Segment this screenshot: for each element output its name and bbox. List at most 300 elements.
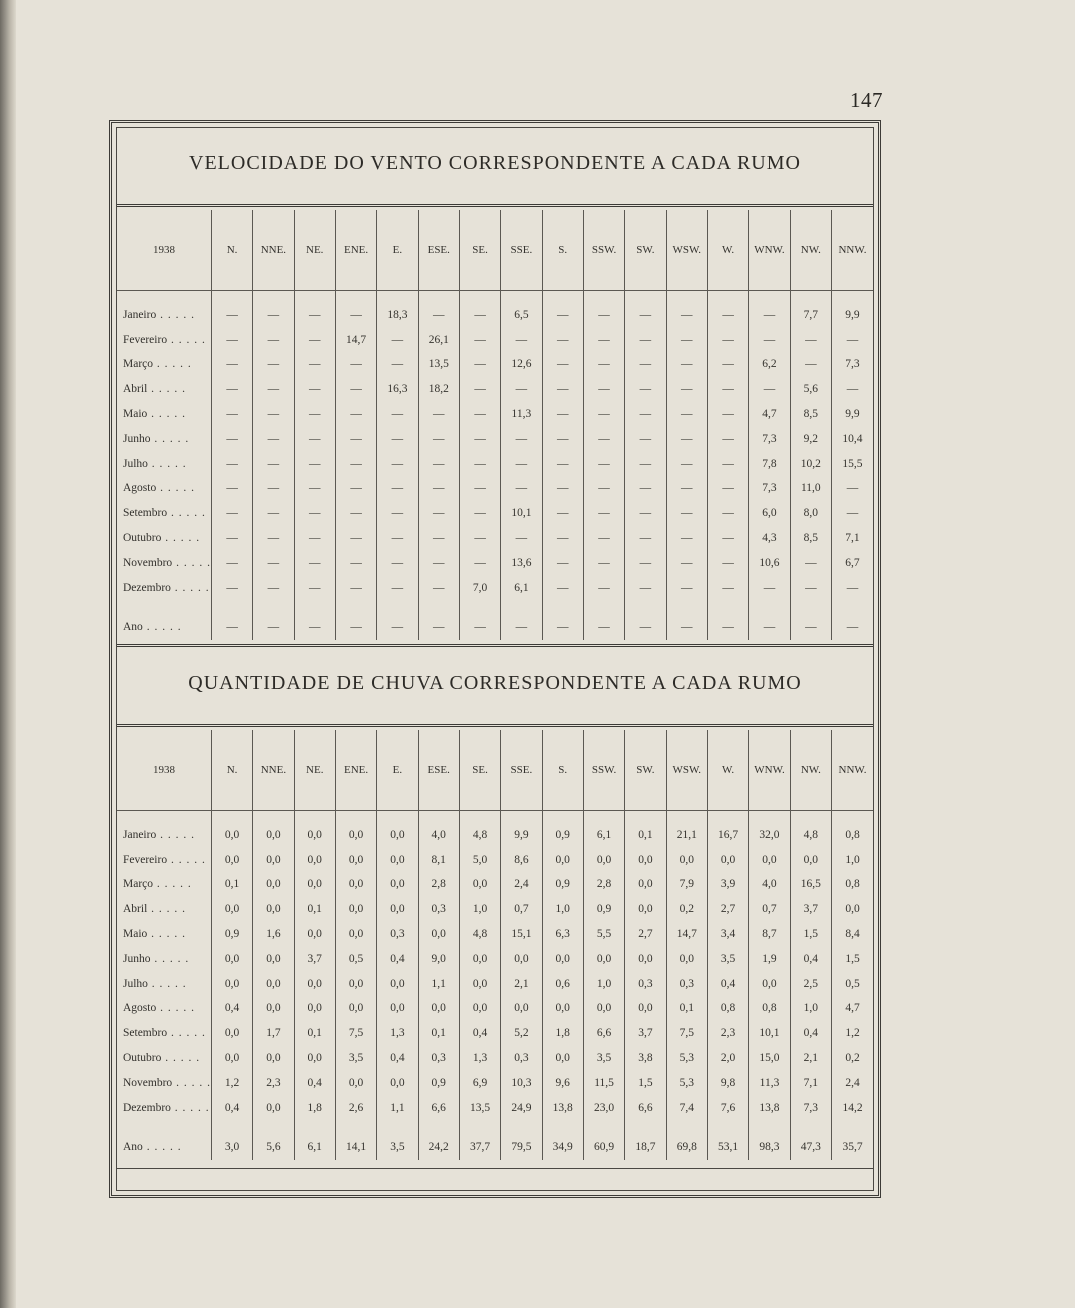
column-header: E.	[377, 210, 418, 290]
column-header: SSW.	[583, 210, 624, 290]
table-row	[117, 1095, 873, 1120]
month-cell: Novembro . . . . .	[123, 1076, 211, 1089]
value-cell: 5,3	[666, 1070, 707, 1095]
value-cell: 0,0	[211, 971, 252, 996]
value-cell: 79,5	[501, 1134, 542, 1160]
value-cell: 0,3	[418, 897, 459, 922]
value-cell: 7,3	[749, 476, 790, 501]
table-row	[117, 402, 873, 427]
value-cell: 8,7	[749, 922, 790, 947]
value-cell: 2,4	[501, 872, 542, 897]
value-cell: 0,0	[211, 1046, 252, 1071]
value-cell: 3,5	[583, 1046, 624, 1071]
column-header: ENE.	[335, 730, 376, 810]
value-cell: 0,0	[377, 872, 418, 897]
value-cell: —	[418, 426, 459, 451]
value-cell: —	[459, 377, 500, 402]
month-label: Junho	[123, 952, 151, 965]
value-cell: 7,3	[790, 1095, 831, 1120]
value-cell: 0,0	[749, 971, 790, 996]
value-cell: —	[666, 501, 707, 526]
month-label: Dezembro	[123, 1101, 171, 1114]
value-cell: 0,0	[294, 1046, 335, 1071]
table-row	[117, 872, 873, 897]
value-cell: —	[666, 476, 707, 501]
table-row	[117, 327, 873, 352]
value-cell: —	[583, 451, 624, 476]
value-cell: —	[459, 526, 500, 551]
value-cell: —	[211, 526, 252, 551]
value-cell: 7,3	[831, 352, 873, 377]
value-cell: —	[542, 426, 583, 451]
value-cell: 8,1	[418, 847, 459, 872]
value-cell: 0,0	[542, 847, 583, 872]
value-cell: 2,4	[832, 1070, 873, 1095]
month-cell: Fevereiro . . . . .	[123, 333, 206, 346]
value-cell: —	[459, 402, 500, 427]
column-header: NE.	[294, 210, 335, 290]
value-cell: 0,3	[501, 1046, 542, 1071]
value-cell: —	[418, 451, 459, 476]
value-cell: 2,6	[335, 1095, 376, 1120]
month-label: Ano	[123, 1141, 143, 1154]
value-cell: 10,1	[749, 1021, 790, 1046]
month-label: Outubro	[123, 1052, 162, 1065]
value-cell: 13,8	[542, 1095, 583, 1120]
value-cell: 9,2	[790, 426, 831, 451]
value-cell: —	[253, 352, 294, 377]
value-cell: 3,0	[211, 1134, 252, 1160]
month-cell: Junho . . . . .	[123, 952, 190, 965]
month-cell: Janeiro . . . . .	[123, 308, 195, 321]
value-cell: 0,0	[335, 971, 376, 996]
value-cell: 0,1	[625, 823, 666, 848]
column-header: N.	[211, 730, 252, 810]
value-cell: —	[253, 426, 294, 451]
column-header: E.	[377, 730, 418, 810]
value-cell: —	[749, 614, 790, 640]
value-cell: —	[790, 327, 831, 352]
value-cell: 3,7	[294, 946, 335, 971]
month-cell: Agosto . . . . .	[123, 482, 195, 495]
value-cell: —	[542, 402, 583, 427]
value-cell: —	[583, 501, 624, 526]
value-cell: 2,3	[707, 1021, 748, 1046]
value-cell: 0,0	[377, 823, 418, 848]
month-label: Junho	[123, 432, 151, 445]
value-cell: 18,3	[377, 303, 418, 328]
column-header: NNE.	[253, 210, 294, 290]
value-cell: 5,6	[790, 377, 831, 402]
table-row	[117, 501, 873, 526]
value-cell: —	[625, 526, 666, 551]
value-cell: —	[831, 327, 873, 352]
month-cell: Ano . . . . .	[123, 1141, 182, 1154]
value-cell: 7,4	[666, 1095, 707, 1120]
value-cell: 0,4	[211, 1095, 252, 1120]
column-header: WSW.	[666, 730, 707, 810]
value-cell: —	[211, 476, 252, 501]
value-cell: 8,4	[832, 922, 873, 947]
month-cell: Julho . . . . .	[123, 457, 187, 470]
value-cell: 0,5	[832, 971, 873, 996]
value-cell: 0,4	[377, 946, 418, 971]
value-cell: 0,3	[625, 971, 666, 996]
value-cell: —	[459, 352, 500, 377]
value-cell: 1,6	[253, 922, 294, 947]
value-cell: —	[666, 352, 707, 377]
value-cell: 0,0	[625, 897, 666, 922]
value-cell: 1,0	[459, 897, 500, 922]
value-cell: 4,7	[832, 996, 873, 1021]
value-cell: 5,5	[583, 922, 624, 947]
month-label: Outubro	[123, 532, 162, 545]
value-cell: —	[749, 303, 790, 328]
table-row	[117, 575, 873, 600]
value-cell: 0,0	[253, 971, 294, 996]
value-cell: —	[294, 451, 335, 476]
value-cell: 0,0	[335, 872, 376, 897]
value-cell: 0,0	[666, 847, 707, 872]
value-cell: 7,3	[749, 426, 790, 451]
value-cell: —	[211, 614, 252, 640]
month-label: Setembro	[123, 1027, 168, 1040]
value-cell: 3,4	[707, 922, 748, 947]
value-cell: 0,0	[377, 847, 418, 872]
value-cell: —	[294, 575, 335, 600]
table-row	[117, 377, 873, 402]
column-header: ESE.	[418, 210, 459, 290]
value-cell: 0,0	[625, 847, 666, 872]
value-cell: —	[707, 575, 748, 600]
month-cell: Fevereiro . . . . .	[123, 853, 206, 866]
value-cell: —	[542, 451, 583, 476]
value-cell: —	[542, 303, 583, 328]
value-cell: 0,3	[418, 1046, 459, 1071]
value-cell: 4,0	[749, 872, 790, 897]
value-cell: 7,9	[666, 872, 707, 897]
value-cell: 0,0	[832, 897, 873, 922]
column-header: NNW.	[832, 730, 873, 810]
month-label: Abril	[123, 903, 148, 916]
column-header: W.	[707, 210, 748, 290]
value-cell: 0,3	[666, 971, 707, 996]
value-cell: —	[253, 575, 294, 600]
value-cell: —	[335, 451, 376, 476]
value-cell: 0,4	[211, 996, 252, 1021]
value-cell: 0,0	[459, 971, 500, 996]
value-cell: —	[625, 303, 666, 328]
column-header: NW.	[790, 730, 831, 810]
value-cell: —	[501, 614, 542, 640]
value-cell: 2,8	[583, 872, 624, 897]
value-cell: 7,8	[749, 451, 790, 476]
value-cell: 9,9	[501, 823, 542, 848]
value-cell: 0,0	[542, 946, 583, 971]
year-header: 1938	[117, 730, 211, 810]
value-cell: 4,0	[418, 823, 459, 848]
value-cell: —	[542, 575, 583, 600]
value-cell: 14,7	[335, 327, 376, 352]
value-cell: 10,4	[831, 426, 873, 451]
value-cell: 0,0	[501, 996, 542, 1021]
table-row	[117, 996, 873, 1021]
value-cell: 0,0	[459, 872, 500, 897]
value-cell: 7,5	[335, 1021, 376, 1046]
value-cell: 6,2	[749, 352, 790, 377]
value-cell: 3,5	[377, 1134, 418, 1160]
month-label: Maio	[123, 928, 148, 941]
value-cell: —	[831, 501, 873, 526]
value-cell: 8,6	[501, 847, 542, 872]
value-cell: 0,4	[294, 1070, 335, 1095]
value-cell: 1,0	[790, 996, 831, 1021]
value-cell: 1,0	[583, 971, 624, 996]
value-cell: —	[335, 303, 376, 328]
value-cell: —	[459, 614, 500, 640]
value-cell: 1,3	[459, 1046, 500, 1071]
value-cell: 0,0	[253, 823, 294, 848]
value-cell: —	[625, 352, 666, 377]
value-cell: 0,0	[749, 847, 790, 872]
value-cell: 2,8	[418, 872, 459, 897]
value-cell: —	[294, 501, 335, 526]
value-cell: 0,0	[583, 847, 624, 872]
value-cell: —	[707, 476, 748, 501]
value-cell: —	[583, 575, 624, 600]
value-cell: 3,7	[790, 897, 831, 922]
value-cell: 15,5	[831, 451, 873, 476]
value-cell: 1,9	[749, 946, 790, 971]
value-cell: 7,6	[707, 1095, 748, 1120]
value-cell: —	[790, 614, 831, 640]
column-header: N.	[211, 210, 252, 290]
value-cell: —	[418, 476, 459, 501]
value-cell: 7,1	[790, 1070, 831, 1095]
value-cell: 0,0	[459, 996, 500, 1021]
table-frame	[109, 120, 881, 1198]
value-cell: —	[666, 451, 707, 476]
value-cell: —	[294, 377, 335, 402]
value-cell: 12,6	[501, 352, 542, 377]
value-cell: —	[294, 327, 335, 352]
value-cell: 18,2	[418, 377, 459, 402]
value-cell: 0,0	[294, 971, 335, 996]
value-cell: —	[377, 402, 418, 427]
value-cell: 0,4	[707, 971, 748, 996]
value-cell: —	[377, 426, 418, 451]
value-cell: —	[707, 526, 748, 551]
value-cell: 2,7	[625, 922, 666, 947]
wind-speed-table	[117, 210, 873, 640]
value-cell: 3,5	[335, 1046, 376, 1071]
value-cell: 0,0	[253, 897, 294, 922]
value-cell: 7,0	[459, 575, 500, 600]
month-cell: Outubro . . . . .	[123, 532, 201, 545]
value-cell: —	[253, 526, 294, 551]
value-cell: —	[583, 476, 624, 501]
month-label: Janeiro	[123, 308, 157, 321]
value-cell: 2,1	[501, 971, 542, 996]
value-cell: 10,6	[749, 550, 790, 575]
table-row	[117, 922, 873, 947]
value-cell: —	[377, 352, 418, 377]
value-cell: —	[377, 501, 418, 526]
value-cell: 0,9	[542, 872, 583, 897]
value-cell: —	[790, 550, 831, 575]
table-frame-inner	[116, 127, 874, 1191]
value-cell: 0,0	[294, 823, 335, 848]
value-cell: —	[418, 501, 459, 526]
month-label: Julho	[123, 977, 148, 990]
value-cell: 0,0	[625, 996, 666, 1021]
value-cell: —	[707, 352, 748, 377]
value-cell: 6,3	[542, 922, 583, 947]
table-row	[117, 476, 873, 501]
value-cell: 0,0	[253, 946, 294, 971]
value-cell: —	[625, 377, 666, 402]
value-cell: 1,7	[253, 1021, 294, 1046]
value-cell: —	[625, 451, 666, 476]
value-cell: 0,0	[377, 971, 418, 996]
value-cell: —	[335, 550, 376, 575]
column-header: NE.	[294, 730, 335, 810]
value-cell: —	[625, 614, 666, 640]
value-cell: —	[211, 451, 252, 476]
value-cell: —	[625, 426, 666, 451]
value-cell: 9,6	[542, 1070, 583, 1095]
month-cell: Setembro . . . . .	[123, 507, 206, 520]
value-cell: 6,1	[583, 823, 624, 848]
value-cell: —	[459, 327, 500, 352]
value-cell: 26,1	[418, 327, 459, 352]
value-cell: —	[211, 550, 252, 575]
column-header: W.	[707, 730, 748, 810]
value-cell: —	[749, 575, 790, 600]
value-cell: 16,5	[790, 872, 831, 897]
value-cell: —	[707, 327, 748, 352]
value-cell: 2,3	[253, 1070, 294, 1095]
value-cell: 24,9	[501, 1095, 542, 1120]
value-cell: 0,8	[749, 996, 790, 1021]
value-cell: —	[831, 377, 873, 402]
month-label: Fevereiro	[123, 333, 168, 346]
value-cell: —	[335, 426, 376, 451]
value-cell: 0,0	[335, 897, 376, 922]
table-row	[117, 971, 873, 996]
value-cell: 3,8	[625, 1046, 666, 1071]
value-cell: —	[583, 526, 624, 551]
value-cell: 6,6	[418, 1095, 459, 1120]
value-cell: —	[211, 377, 252, 402]
value-cell: 15,0	[749, 1046, 790, 1071]
value-cell: —	[459, 303, 500, 328]
month-label: Agosto	[123, 482, 157, 495]
value-cell: 1,0	[832, 847, 873, 872]
value-cell: 0,0	[542, 1046, 583, 1071]
value-cell: 6,0	[749, 501, 790, 526]
table-row	[117, 550, 873, 575]
value-cell: —	[831, 614, 873, 640]
value-cell: —	[625, 501, 666, 526]
value-cell: —	[583, 426, 624, 451]
value-cell: 0,0	[253, 1095, 294, 1120]
value-cell: 11,3	[749, 1070, 790, 1095]
value-cell: 18,7	[625, 1134, 666, 1160]
value-cell: 0,7	[501, 897, 542, 922]
value-cell: —	[542, 614, 583, 640]
value-cell: —	[749, 377, 790, 402]
month-cell: Junho . . . . .	[123, 432, 190, 445]
value-cell: 0,0	[211, 1021, 252, 1046]
value-cell: —	[542, 501, 583, 526]
value-cell: 5,0	[459, 847, 500, 872]
value-cell: 4,8	[459, 922, 500, 947]
value-cell: —	[542, 526, 583, 551]
value-cell: 0,2	[832, 1046, 873, 1071]
value-cell: —	[625, 575, 666, 600]
value-cell: 5,3	[666, 1046, 707, 1071]
value-cell: —	[335, 377, 376, 402]
value-cell: 0,5	[335, 946, 376, 971]
month-label: Fevereiro	[123, 853, 168, 866]
value-cell: 0,0	[294, 996, 335, 1021]
value-cell: —	[253, 614, 294, 640]
value-cell: 3,9	[707, 872, 748, 897]
value-cell: 0,0	[335, 922, 376, 947]
table-row	[117, 303, 873, 328]
value-cell: —	[418, 575, 459, 600]
value-cell: 6,7	[831, 550, 873, 575]
table-row	[117, 426, 873, 451]
column-header: WNW.	[749, 210, 790, 290]
value-cell: 0,0	[335, 1070, 376, 1095]
value-cell: —	[501, 327, 542, 352]
value-cell: —	[211, 327, 252, 352]
value-cell: 6,1	[501, 575, 542, 600]
value-cell: 13,6	[501, 550, 542, 575]
value-cell: —	[335, 501, 376, 526]
value-cell: 3,5	[707, 946, 748, 971]
value-cell: 0,9	[542, 823, 583, 848]
column-header: ENE.	[335, 210, 376, 290]
value-cell: —	[666, 526, 707, 551]
month-label: Novembro	[123, 1076, 173, 1089]
value-cell: —	[377, 451, 418, 476]
value-cell: —	[377, 614, 418, 640]
value-cell: 13,8	[749, 1095, 790, 1120]
value-cell: 14,1	[335, 1134, 376, 1160]
value-cell: 0,0	[211, 823, 252, 848]
value-cell: —	[583, 377, 624, 402]
table-row	[117, 847, 873, 872]
month-label: Março	[123, 358, 154, 371]
table-row	[117, 526, 873, 551]
value-cell: 0,1	[418, 1021, 459, 1046]
month-label: Abril	[123, 383, 148, 396]
value-cell: —	[294, 550, 335, 575]
month-label: Dezembro	[123, 581, 171, 594]
value-cell: —	[253, 303, 294, 328]
value-cell: —	[294, 476, 335, 501]
column-header: SE.	[459, 210, 500, 290]
value-cell: —	[583, 352, 624, 377]
book-spine-shadow	[0, 0, 16, 1308]
month-cell: Janeiro . . . . .	[123, 828, 195, 841]
value-cell: 0,1	[211, 872, 252, 897]
value-cell: —	[707, 451, 748, 476]
value-cell: —	[335, 614, 376, 640]
